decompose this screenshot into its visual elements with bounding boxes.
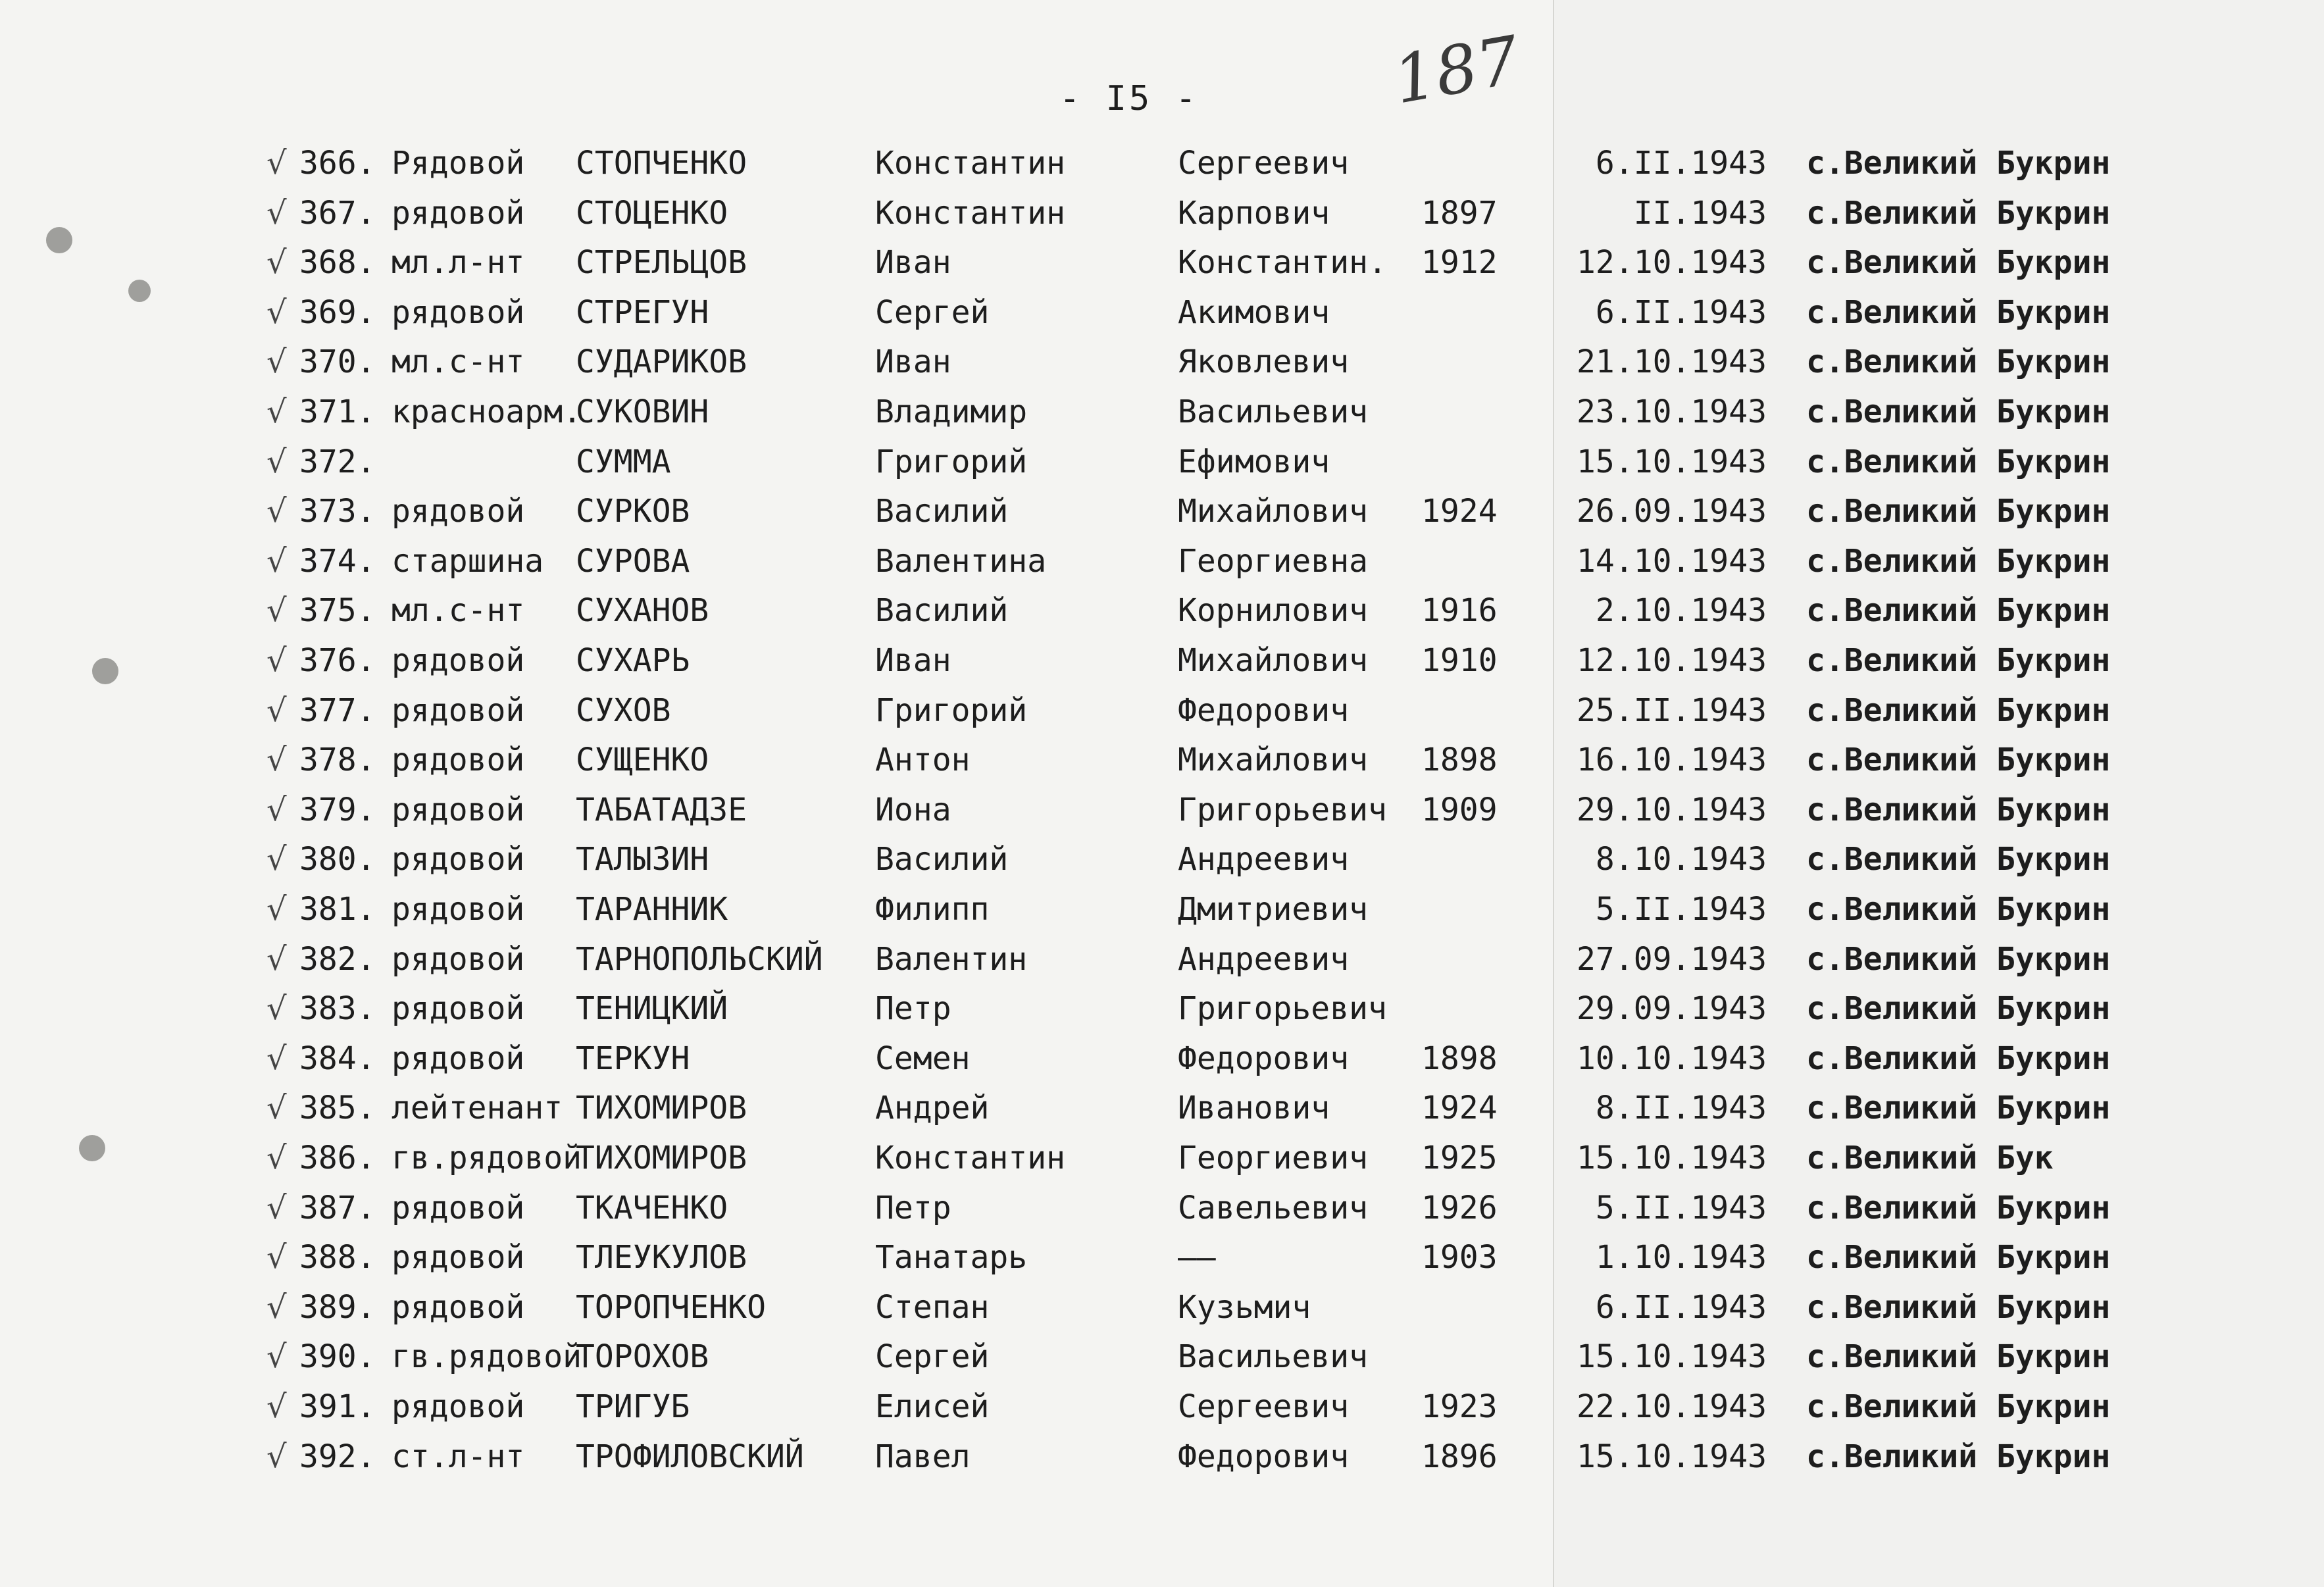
- burial-place: с.Великий Букрин: [1806, 1288, 2111, 1326]
- row-number: 373.: [299, 493, 376, 530]
- first-name: Иона: [875, 791, 951, 828]
- first-name: Владимир: [875, 393, 1028, 430]
- birth-year: 1912: [1421, 244, 1498, 282]
- surname: СУКОВИН: [576, 393, 709, 430]
- surname: СУЩЕНКО: [576, 742, 709, 779]
- rank: мл.с-нт: [392, 343, 525, 381]
- patronymic: Михайлович: [1178, 742, 1368, 779]
- birth-year: 1896: [1421, 1438, 1498, 1475]
- rank: рядовой: [392, 642, 525, 679]
- surname: ТАРНОПОЛЬСКИЙ: [576, 940, 823, 978]
- birth-year: 1924: [1421, 493, 1498, 530]
- punch-hole: [79, 1135, 105, 1161]
- birth-year: 1924: [1421, 1090, 1498, 1127]
- death-date: 2.10.1943: [1595, 592, 1767, 630]
- check-mark: √: [266, 1090, 287, 1127]
- death-date: 29.09.1943: [1577, 990, 1767, 1028]
- check-mark: √: [266, 443, 287, 480]
- surname: СУРКОВ: [576, 493, 690, 530]
- birth-year: 1925: [1421, 1140, 1498, 1176]
- first-name: Степан: [875, 1288, 990, 1326]
- death-date: 29.10.1943: [1577, 791, 1767, 828]
- surname: СТОЦЕНКО: [576, 194, 728, 232]
- surname: ТКАЧЕНКО: [576, 1189, 728, 1226]
- burial-place: с.Великий Букрин: [1806, 940, 2111, 978]
- surname: СУДАРИКОВ: [576, 343, 747, 381]
- burial-place: с.Великий Букрин: [1806, 393, 2111, 430]
- surname: ТЕРКУН: [576, 1040, 690, 1077]
- row-number: 383.: [299, 990, 376, 1028]
- check-mark: √: [266, 244, 287, 282]
- rank: рядовой: [392, 194, 525, 232]
- punch-hole: [46, 227, 72, 253]
- folio-number: 187: [1388, 21, 1525, 119]
- row-number: 374.: [299, 542, 376, 580]
- patronymic: Федорович: [1178, 1040, 1350, 1077]
- rank: рядовой: [392, 891, 525, 928]
- patronymic: Михайлович: [1178, 642, 1368, 679]
- punch-hole: [92, 658, 118, 684]
- row-number: 390.: [299, 1338, 376, 1376]
- patronymic: Георгиевна: [1178, 542, 1368, 580]
- row-number: 375.: [299, 592, 376, 630]
- surname: ТРОФИЛОВСКИЙ: [576, 1438, 804, 1475]
- first-name: Григорий: [875, 692, 1028, 729]
- burial-place: с.Великий Букрин: [1806, 692, 2111, 729]
- burial-place: с.Великий Букрин: [1806, 1438, 2111, 1475]
- death-date: 26.09.1943: [1577, 493, 1767, 530]
- death-date: 15.10.1943: [1577, 1338, 1767, 1376]
- patronymic: Сергеевич: [1178, 1388, 1350, 1425]
- rank: рядовой: [392, 293, 525, 331]
- row-number: 366.: [299, 145, 376, 182]
- row-number: 376.: [299, 642, 376, 679]
- check-mark: √: [266, 343, 287, 381]
- patronymic: Корнилович: [1178, 592, 1368, 630]
- rank: рядовой: [392, 791, 525, 828]
- check-mark: √: [266, 990, 287, 1028]
- row-number: 382.: [299, 940, 376, 978]
- page-number: - I5 -: [1059, 79, 1199, 118]
- check-mark: √: [266, 1288, 287, 1326]
- death-date: 16.10.1943: [1577, 742, 1767, 779]
- burial-place: с.Великий Букрин: [1806, 592, 2111, 630]
- first-name: Танатарь: [875, 1239, 1028, 1276]
- first-name: Константин: [875, 1140, 1065, 1176]
- death-date: 15.10.1943: [1577, 1140, 1767, 1176]
- row-number: 369.: [299, 293, 376, 331]
- burial-place: с.Великий Бук: [1806, 1140, 2054, 1176]
- check-mark: √: [266, 742, 287, 779]
- first-name: Антон: [875, 742, 971, 779]
- row-number: 381.: [299, 891, 376, 928]
- patronymic: Акимович: [1178, 293, 1330, 331]
- surname: ТИХОМИРОВ: [576, 1090, 747, 1127]
- surname: ТИХОМИРОВ: [576, 1140, 747, 1176]
- check-mark: √: [266, 841, 287, 878]
- rank: старшина: [392, 542, 544, 580]
- check-mark: √: [266, 940, 287, 978]
- patronymic: Федорович: [1178, 692, 1350, 729]
- first-name: Василий: [875, 592, 1009, 630]
- first-name: Иван: [875, 244, 951, 282]
- burial-place: с.Великий Букрин: [1806, 493, 2111, 530]
- birth-year: 1923: [1421, 1388, 1498, 1425]
- rank: рядовой: [392, 692, 525, 729]
- birth-year: 1897: [1421, 194, 1498, 232]
- first-name: Иван: [875, 343, 951, 381]
- row-number: 388.: [299, 1239, 376, 1276]
- death-date: 8.II.1943: [1595, 1090, 1767, 1127]
- death-date: 15.10.1943: [1577, 443, 1767, 480]
- death-date: 10.10.1943: [1577, 1040, 1767, 1077]
- burial-place: с.Великий Букрин: [1806, 990, 2111, 1028]
- burial-place: с.Великий Букрин: [1806, 891, 2111, 928]
- check-mark: √: [266, 692, 287, 729]
- rank: красноарм.: [392, 393, 582, 430]
- first-name: Андрей: [875, 1090, 990, 1127]
- surname: ТАРАННИК: [576, 891, 728, 928]
- rank: лейтенант: [392, 1090, 563, 1127]
- check-mark: √: [266, 493, 287, 530]
- row-number: 372.: [299, 443, 376, 480]
- death-date: 15.10.1943: [1577, 1438, 1767, 1475]
- death-date: 5.II.1943: [1595, 1189, 1767, 1226]
- rank: гв.рядовой: [392, 1338, 582, 1376]
- first-name: Петр: [875, 1189, 951, 1226]
- death-date: 22.10.1943: [1577, 1388, 1767, 1425]
- first-name: Константин: [875, 145, 1065, 182]
- check-mark: √: [266, 1140, 287, 1176]
- check-mark: √: [266, 194, 287, 232]
- death-date: 6.II.1943: [1595, 293, 1767, 331]
- row-number: 379.: [299, 791, 376, 828]
- first-name: Василий: [875, 493, 1009, 530]
- check-mark: √: [266, 393, 287, 430]
- birth-year: 1898: [1421, 742, 1498, 779]
- birth-year: 1910: [1421, 642, 1498, 679]
- check-mark: √: [266, 642, 287, 679]
- first-name: Семен: [875, 1040, 971, 1077]
- patronymic: Карпович: [1178, 194, 1330, 232]
- surname: СТОПЧЕНКО: [576, 145, 747, 182]
- patronymic: Андреевич: [1178, 841, 1350, 878]
- check-mark: √: [266, 1040, 287, 1077]
- first-name: Иван: [875, 642, 951, 679]
- first-name: Сергей: [875, 293, 990, 331]
- surname: ТОРОХОВ: [576, 1338, 709, 1376]
- rank: мл.л-нт: [392, 244, 525, 282]
- surname: СТРЕЛЬЦОВ: [576, 244, 747, 282]
- first-name: Елисей: [875, 1388, 990, 1425]
- burial-place: с.Великий Букрин: [1806, 1338, 2111, 1376]
- death-date: 6.II.1943: [1595, 145, 1767, 182]
- rank: рядовой: [392, 1388, 525, 1425]
- check-mark: √: [266, 1388, 287, 1425]
- rank: рядовой: [392, 742, 525, 779]
- burial-place: с.Великий Букрин: [1806, 1388, 2111, 1425]
- check-mark: √: [266, 791, 287, 828]
- patronymic: ——: [1178, 1239, 1216, 1276]
- first-name: Григорий: [875, 443, 1028, 480]
- first-name: Василий: [875, 841, 1009, 878]
- check-mark: √: [266, 542, 287, 580]
- burial-place: с.Великий Букрин: [1806, 841, 2111, 878]
- rank: рядовой: [392, 841, 525, 878]
- row-number: 389.: [299, 1288, 376, 1326]
- birth-year: 1898: [1421, 1040, 1498, 1077]
- patronymic: Сергеевич: [1178, 145, 1350, 182]
- surname: ТЕНИЦКИЙ: [576, 990, 728, 1028]
- death-date: 1.10.1943: [1595, 1239, 1767, 1276]
- rank: рядовой: [392, 1040, 525, 1077]
- first-name: Филипп: [875, 891, 990, 928]
- burial-place: с.Великий Букрин: [1806, 742, 2111, 779]
- check-mark: √: [266, 145, 287, 182]
- burial-place: с.Великий Букрин: [1806, 293, 2111, 331]
- punch-hole: [128, 280, 151, 302]
- row-number: 391.: [299, 1388, 376, 1425]
- first-name: Константин: [875, 194, 1065, 232]
- row-number: 371.: [299, 393, 376, 430]
- rank: рядовой: [392, 990, 525, 1028]
- patronymic: Васильевич: [1178, 1338, 1368, 1376]
- first-name: Петр: [875, 990, 951, 1028]
- death-date: 14.10.1943: [1577, 542, 1767, 580]
- burial-place: с.Великий Букрин: [1806, 1090, 2111, 1127]
- check-mark: √: [266, 1338, 287, 1376]
- surname: ТРИГУБ: [576, 1388, 690, 1425]
- burial-place: с.Великий Букрин: [1806, 1040, 2111, 1077]
- patronymic: Григорьевич: [1178, 791, 1387, 828]
- burial-place: с.Великий Букрин: [1806, 642, 2111, 679]
- patronymic: Федорович: [1178, 1438, 1350, 1475]
- row-number: 386.: [299, 1140, 376, 1176]
- surname: ТЛЕУКУЛОВ: [576, 1239, 747, 1276]
- birth-year: 1916: [1421, 592, 1498, 630]
- row-number: 387.: [299, 1189, 376, 1226]
- birth-year: 1903: [1421, 1239, 1498, 1276]
- patronymic: Ефимович: [1178, 443, 1330, 480]
- first-name: Сергей: [875, 1338, 990, 1376]
- row-number: 384.: [299, 1040, 376, 1077]
- death-date: II.1943: [1633, 194, 1767, 232]
- patronymic: Яковлевич: [1178, 343, 1350, 381]
- surname: ТОРОПЧЕНКО: [576, 1288, 766, 1326]
- surname: ТАБАТАДЗЕ: [576, 791, 747, 828]
- burial-place: с.Великий Букрин: [1806, 1239, 2111, 1276]
- patronymic: Григорьевич: [1178, 990, 1387, 1028]
- death-date: 25.II.1943: [1577, 692, 1767, 729]
- patronymic: Дмитриевич: [1178, 891, 1368, 928]
- patronymic: Кузьмич: [1178, 1288, 1311, 1326]
- burial-place: с.Великий Букрин: [1806, 443, 2111, 480]
- rank: рядовой: [392, 1288, 525, 1326]
- patronymic: Михайлович: [1178, 493, 1368, 530]
- row-number: 380.: [299, 841, 376, 878]
- check-mark: √: [266, 1189, 287, 1226]
- rank: гв.рядовой: [392, 1140, 582, 1176]
- burial-place: с.Великий Букрин: [1806, 343, 2111, 381]
- surname: СУХАРЬ: [576, 642, 690, 679]
- death-date: 21.10.1943: [1577, 343, 1767, 381]
- burial-place: с.Великий Букрин: [1806, 791, 2111, 828]
- row-number: 367.: [299, 194, 376, 232]
- burial-place: с.Великий Букрин: [1806, 145, 2111, 182]
- burial-place: с.Великий Букрин: [1806, 1189, 2111, 1226]
- surname: СУХАНОВ: [576, 592, 709, 630]
- first-name: Павел: [875, 1438, 971, 1475]
- burial-place: с.Великий Букрин: [1806, 194, 2111, 232]
- surname: ТАЛЫЗИН: [576, 841, 709, 878]
- patronymic: Андреевич: [1178, 940, 1350, 978]
- row-number: 385.: [299, 1090, 376, 1127]
- rank: ст.л-нт: [392, 1438, 525, 1475]
- death-date: 27.09.1943: [1577, 940, 1767, 978]
- surname: СУММА: [576, 443, 671, 480]
- birth-year: 1926: [1421, 1189, 1498, 1226]
- death-date: 5.II.1943: [1595, 891, 1767, 928]
- patronymic: Васильевич: [1178, 393, 1368, 430]
- patronymic: Савельевич: [1178, 1189, 1368, 1226]
- rank: Рядовой: [392, 145, 525, 182]
- patronymic: Константин.: [1178, 244, 1387, 282]
- row-number: 377.: [299, 692, 376, 729]
- first-name: Валентин: [875, 940, 1028, 978]
- surname: СУХОВ: [576, 692, 671, 729]
- burial-place: с.Великий Букрин: [1806, 244, 2111, 282]
- row-number: 368.: [299, 244, 376, 282]
- patronymic: Георгиевич: [1178, 1140, 1368, 1176]
- check-mark: √: [266, 891, 287, 928]
- surname: СУРОВА: [576, 542, 690, 580]
- rank: рядовой: [392, 940, 525, 978]
- rank: рядовой: [392, 1189, 525, 1226]
- row-number: 370.: [299, 343, 376, 381]
- first-name: Валентина: [875, 542, 1047, 580]
- row-number: 392.: [299, 1438, 376, 1475]
- check-mark: √: [266, 293, 287, 331]
- check-mark: √: [266, 1239, 287, 1276]
- death-date: 12.10.1943: [1577, 244, 1767, 282]
- burial-place: с.Великий Букрин: [1806, 542, 2111, 580]
- row-number: 378.: [299, 742, 376, 779]
- death-date: 12.10.1943: [1577, 642, 1767, 679]
- birth-year: 1909: [1421, 791, 1498, 828]
- death-date: 23.10.1943: [1577, 393, 1767, 430]
- rank: мл.с-нт: [392, 592, 525, 630]
- rank: рядовой: [392, 493, 525, 530]
- patronymic: Иванович: [1178, 1090, 1330, 1127]
- surname: СТРЕГУН: [576, 293, 709, 331]
- death-date: 8.10.1943: [1595, 841, 1767, 878]
- check-mark: √: [266, 1438, 287, 1475]
- rank: рядовой: [392, 1239, 525, 1276]
- check-mark: √: [266, 592, 287, 630]
- death-date: 6.II.1943: [1595, 1288, 1767, 1326]
